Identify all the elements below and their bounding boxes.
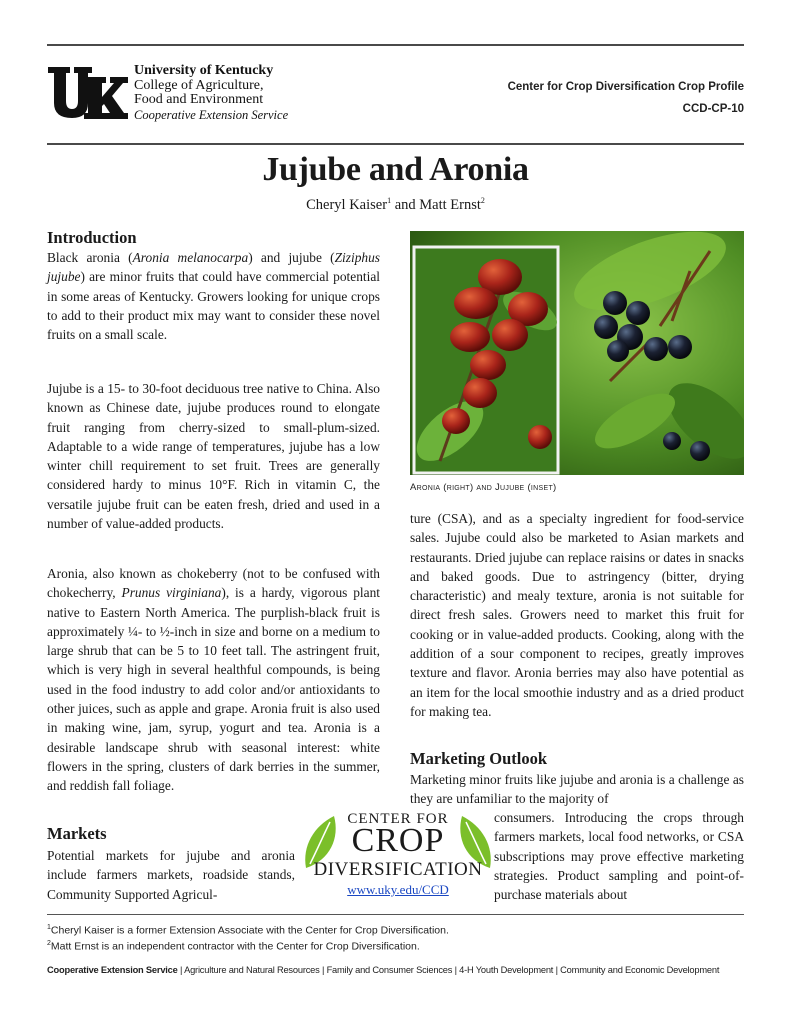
ccd-logo [300, 808, 496, 900]
footer-lead: Cooperative Extension Service [47, 965, 178, 975]
crop-profile-label [508, 76, 744, 120]
author-1-mark: 1 [387, 196, 392, 205]
ccd-url-link[interactable]: www.uky.edu/CCD [347, 882, 449, 897]
footnote-2: $^2$Matt Ernst is an independent contractor with the Center for Crop Diversification. [47, 940, 420, 953]
top-rule [47, 44, 744, 46]
marketing-outlook-paragraph-1: Marketing minor fruits like jujube and aronia is a challenge as they are unfamiliar to the majority of [410, 772, 744, 807]
fruit-photo-illustration [410, 231, 744, 475]
profile-code: CCD-CP-10 [682, 103, 744, 115]
ccd-line-3: DIVERSIFICATION [313, 859, 483, 880]
uk-logo [48, 63, 298, 121]
markets-continued-paragraph: ture (CSA), and as a specialty ingredient for food-service sales. Jujube could also be marketed to Asian markets and restaurants. Dried jujube can replace raisins or dates in snacks and baked goods. Due to astringency (bitter, drying characteristic) and mealy texture, aronia is not suitable for direct fresh sales. Growers need to market this fruit for cooking or in value-added products. Cooking, along with the addition of a sour component to recipes, greatly improves texture and flavor. Aronia berries may also have potential as an item for the local smoothie industry and as a dried product for making tea. [410, 511, 744, 719]
intro-paragraph-2: Jujube is a 15- to 30-foot deciduous tree native to China. Also known as Chinese date, jujube produces round to elongate fruit ranging from cherry-sized to small-plum-sized. Adaptable to a wide range of temperatures, jujube has a low winter chill requirement to set fruit. Trees are generally considered hardy to minus 10°F. Rich in vitamin C, the versatile jujube fruit can be eaten fresh, dried and used in a number of value-added products. [47, 381, 380, 532]
uk-monogram-icon [48, 63, 128, 121]
profile-title: Center for Crop Diversification Crop Profile [507, 81, 744, 93]
markets-heading: Markets [47, 824, 107, 843]
aronia-jujube-photo [410, 231, 744, 475]
scientific-name-jujube: Ziziphus jujube [47, 250, 380, 285]
ccd-line-2: CROP [351, 822, 445, 859]
intro-paragraph-1: Black aronia (Aronia melanocarpa) and jujube (Ziziphus jujube) are minor fruits that could have commercial potential in some areas of Kentucky. Growers looking for unique crops to add to their product mix may want to consider these novel fruits on a small scale. [47, 250, 380, 343]
jujube-inset [410, 247, 563, 473]
college-line-1: College of Agriculture, [134, 78, 264, 93]
marketing-outlook-heading: Marketing Outlook [410, 749, 548, 768]
extension-service: Cooperative Extension Service [134, 108, 289, 122]
footnote-rule [47, 914, 744, 915]
introduction-heading: Introduction [47, 228, 137, 247]
intro-paragraph-3: Aronia, also known as chokeberry (not to be confused with chokecherry, Prunus virginiana), is a hardy, vigorous plant native to Eastern North America. The purplish-black fruit is approximately ¼- to ½-inch in size and borne on a medium to large shrub that can be 5 to 10 feet tall. The astringent fruit, which is very high in several healthful compounds, is being used in the food industry to add color and/or antioxidants to other juices, such as apple and grape. Aronia fruit is also used in making wine, jam, syrup, yogurt and tea. Aronia is a desirable landscape shrub with seasonal interest: white flowers in the spring, clusters of dark berries in the summer, and reddish fall foliage. [47, 566, 380, 794]
footer-program-areas [47, 965, 719, 975]
ccd-line-1: CENTER FOR [347, 811, 449, 827]
page-title: Jujube and Aronia [262, 151, 529, 188]
university-name: University of Kentucky [134, 63, 274, 78]
marketing-outlook-paragraph-2: consumers. Introducing the crops through farmers markets, local food networks, or CSA subscriptions may prove effective marketing strategies. Product sampling and point-of-purchase materials about [494, 810, 744, 903]
authors [0, 196, 791, 214]
photo-caption: Aronia (right) and Jujube (inset) [410, 482, 557, 493]
college-line-2: Food and Environment [134, 92, 264, 107]
author-1: Cheryl Kaiser [306, 196, 388, 213]
scientific-name-chokecherry: Prunus virginiana [121, 585, 222, 601]
author-2: Matt Ernst [419, 196, 481, 213]
footnote-1: $^1$Cheryl Kaiser is a former Extension Associate with the Center for Crop Diversification. [47, 924, 449, 937]
author-2-mark: 2 [480, 196, 485, 205]
authors-conj: and [391, 196, 420, 213]
markets-paragraph: Potential markets for jujube and aronia include farmers markets, roadside stands, Community Supported Agricul- [47, 848, 295, 902]
scientific-name-aronia: Aronia melanocarpa [132, 250, 249, 265]
footer-areas: | Agriculture and Natural Resources | Family and Consumer Sciences | 4-H Youth Development | Community and Economic Development [177, 965, 720, 975]
header-rule [47, 143, 744, 145]
